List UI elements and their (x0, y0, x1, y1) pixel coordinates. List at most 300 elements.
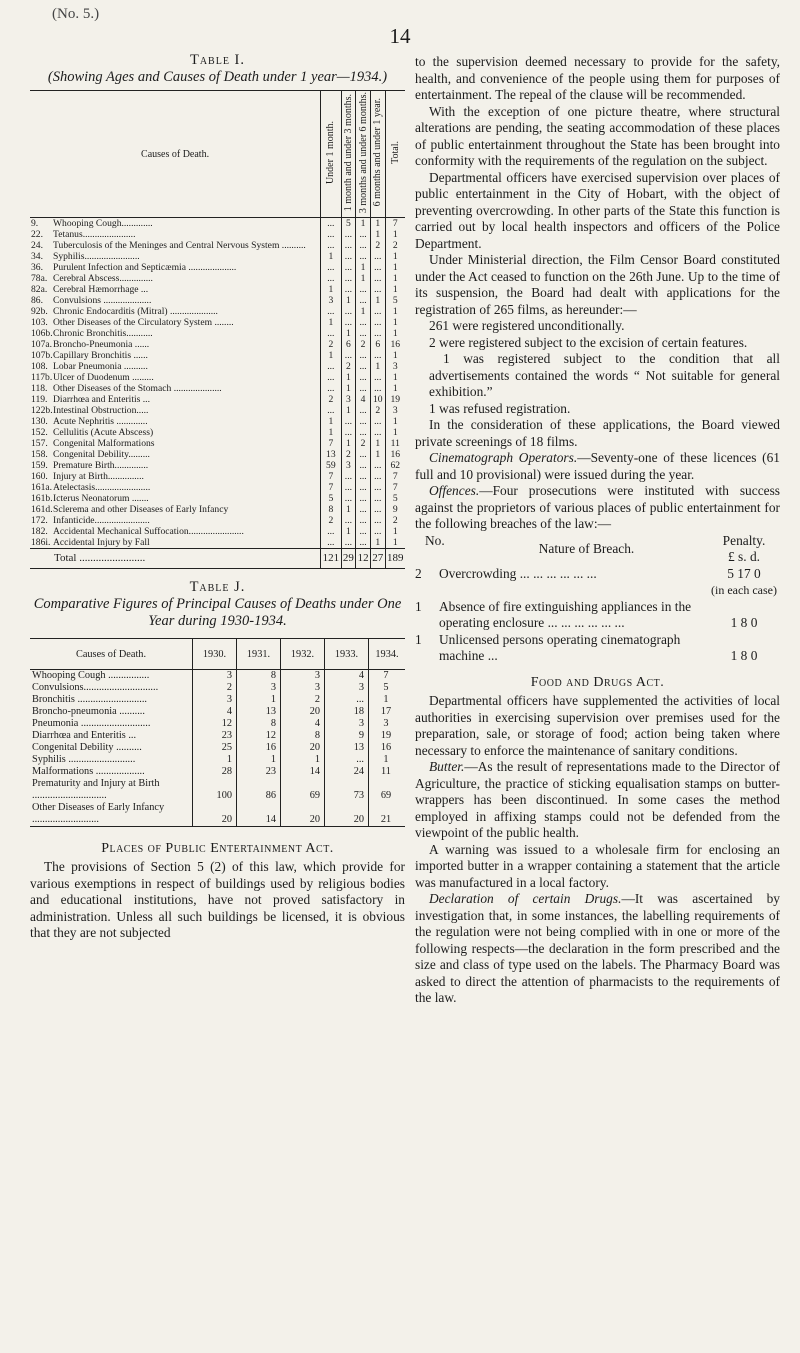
cause-number: 161b. (31, 493, 53, 505)
value-cell: 23 (193, 730, 237, 742)
value-cell: 2 (385, 515, 405, 526)
cause-label: Icterus Neonatorum ....... (53, 493, 149, 505)
cause-cell (30, 515, 321, 526)
value-cell: 1 (370, 229, 385, 240)
cause-number: 118. (31, 383, 48, 395)
cause-cell (30, 273, 321, 284)
cause-cell: Bronchitis ........................... (32, 694, 147, 706)
value-cell: 1 (385, 306, 405, 317)
value-cell: 11 (369, 766, 406, 778)
table-j-year-header: 1933. (325, 639, 369, 670)
table-row (30, 328, 405, 339)
table-row (30, 317, 405, 328)
cause-label: Capillary Bronchitis ...... (53, 350, 148, 362)
table-row (30, 778, 405, 802)
value-cell: 1 (370, 218, 385, 230)
cause-number: 119. (31, 394, 48, 406)
value-cell: 1 (237, 694, 281, 706)
value-cell: 1 (321, 350, 341, 361)
value-cell: 20 (281, 742, 325, 754)
table-row (30, 405, 405, 416)
value-cell: 19 (385, 394, 405, 405)
value-cell: 25 (193, 742, 237, 754)
value-cell: 9 (385, 504, 405, 515)
value-cell: ... (370, 251, 385, 262)
value-cell: 7 (385, 471, 405, 482)
cause-label: Cerebral Hæmorrhage ... (53, 284, 149, 296)
total-cell: 121 (321, 549, 341, 569)
value-cell: ... (341, 427, 356, 438)
breach-row (415, 599, 780, 632)
value-cell: 1 (356, 262, 371, 273)
breach-nature: Unlicensed persons operating cinematograph machine ... (439, 631, 681, 663)
value-cell: 2 (341, 361, 356, 372)
value-cell: 1 (321, 284, 341, 295)
cause-cell (30, 218, 321, 230)
cause-cell: Congenital Debility .......... (32, 742, 142, 754)
cause-label: Diarrhœa and Enteritis ... (53, 394, 150, 406)
table-row (30, 449, 405, 460)
cause-label: Atelectasis....................... (53, 482, 151, 494)
cause-label: Broncho-Pneumonia ...... (53, 339, 150, 351)
cause-cell (30, 262, 321, 273)
value-cell: ... (325, 694, 369, 706)
paragraph: The provisions of Section 5 (2) of this law, which provide for various exemptions in respect of buildings used by religious bodies and educational institutions, have not proved satisfactory in administration. Unless all such buildings be licensed, it is obvious that they are not subjected (30, 859, 405, 941)
table-row (30, 471, 405, 482)
breach-penalty: 1 8 0 (730, 648, 758, 663)
value-cell: 5 (369, 682, 406, 694)
cause-cell: Broncho-pneumonia .......... (32, 706, 145, 718)
table-row (30, 802, 405, 827)
table-row (30, 766, 405, 778)
value-cell: 13 (321, 449, 341, 460)
paragraph-text: —As the result of representations made to the Director of Agriculture, the practice of sticking equalisation stamps on butter-wrappers has been discontinued. In some cases the method employed in affixing stamps could not be defended from the viewpoint of the public health. (415, 759, 780, 840)
value-cell: ... (356, 449, 371, 460)
value-cell: ... (356, 251, 371, 262)
value-cell: ... (356, 427, 371, 438)
value-cell: 1 (385, 262, 405, 273)
value-cell: ... (321, 526, 341, 537)
table-row (30, 730, 405, 742)
cause-number: 24. (31, 240, 43, 252)
value-cell: ... (321, 262, 341, 273)
value-cell: 7 (321, 471, 341, 482)
value-cell: 1 (385, 251, 405, 262)
value-cell: 2 (321, 339, 341, 350)
value-cell: 7 (385, 482, 405, 493)
value-cell: ... (370, 471, 385, 482)
value-cell: 5 (385, 493, 405, 504)
value-cell: 1 (385, 350, 405, 361)
table-j-year-header: 1930. (193, 639, 237, 670)
cause-number: 117b. (31, 372, 53, 384)
cause-label: Tetanus...................... (53, 229, 136, 241)
value-cell: ... (356, 229, 371, 240)
table-row (30, 460, 405, 471)
value-cell: 4 (193, 706, 237, 718)
value-cell: 1 (385, 273, 405, 284)
cause-number: 86. (31, 295, 43, 307)
page-number: 14 (389, 24, 411, 48)
value-cell: 24 (325, 766, 369, 778)
cause-label: Chronic Endocarditis (Mitral) .................... (53, 306, 218, 318)
value-cell: 1 (369, 694, 406, 706)
cause-cell: Pneumonia ........................... (32, 718, 151, 730)
cause-label: Congenital Debility......... (53, 449, 150, 461)
value-cell: 3 (321, 295, 341, 306)
value-cell: ... (356, 240, 371, 251)
value-cell: 1 (385, 328, 405, 339)
cause-cell: Whooping Cough ................ (32, 670, 150, 682)
table-row (30, 383, 405, 394)
cause-cell (30, 372, 321, 383)
table-row (30, 295, 405, 306)
table-row (30, 273, 405, 284)
breach-header (415, 533, 780, 566)
total-cell: 29 (341, 549, 356, 569)
paragraph (415, 891, 780, 1007)
cause-number: 78a. (31, 273, 48, 285)
value-cell: 20 (325, 802, 369, 827)
value-cell: 1 (385, 416, 405, 427)
cause-label: Ulcer of Duodenum ......... (53, 372, 154, 384)
value-cell: ... (370, 317, 385, 328)
paragraph: A warning was issued to a wholesale firm for enclosing an imported butter in a wrapper containing a statement that the article was manufactured in a local factory. (415, 841, 780, 890)
breach-count: 1 (415, 598, 422, 614)
cause-cell (30, 295, 321, 306)
run-in-heading: Cinematograph Operators. (429, 450, 578, 465)
value-cell: 19 (369, 730, 406, 742)
breach-count: 2 (415, 565, 422, 581)
value-cell: ... (341, 240, 356, 251)
value-cell: ... (356, 383, 371, 394)
value-cell: 4 (325, 670, 369, 683)
section-heading-food-drugs: Food and Drugs Act. (530, 674, 665, 690)
cause-number: 106b. (31, 328, 53, 340)
cause-number: 160. (31, 471, 48, 483)
cause-cell (30, 537, 321, 549)
breach-nature: Overcrowding ... ... ... ... ... ... (439, 565, 597, 581)
value-cell: ... (321, 361, 341, 372)
breach-penalty-cell (708, 566, 780, 599)
table-i (30, 90, 405, 569)
value-cell: 7 (321, 438, 341, 449)
cause-label: Sclerema and other Diseases of Early Infancy (53, 504, 229, 516)
table-i-col-header: 1 month and under 3 months. (341, 91, 356, 218)
table-row (30, 306, 405, 317)
value-cell: ... (356, 350, 371, 361)
cause-cell (30, 317, 321, 328)
value-cell: ... (341, 493, 356, 504)
paragraph: Under Ministerial direction, the Film Censor Board constituted under the Act ceased to function on the 26th June. Up to the time of its suspension, the Board had dealt with applications for the registration of 265 films, as hereunder:— (415, 252, 780, 317)
value-cell: 1 (385, 229, 405, 240)
breach-penalty: 5 17 0 (727, 565, 761, 581)
value-cell: 1 (385, 383, 405, 394)
value-cell: ... (356, 361, 371, 372)
cause-number: 161a. (31, 482, 53, 494)
table-row (30, 694, 405, 706)
table-row (30, 218, 405, 230)
cause-cell (30, 328, 321, 339)
value-cell: 5 (321, 493, 341, 504)
value-cell: ... (321, 372, 341, 383)
value-cell: 86 (237, 778, 281, 802)
table-i-body (30, 218, 405, 569)
table-i-col-header: 3 months and under 6 months. (356, 91, 371, 218)
cause-number: 161d. (31, 504, 53, 516)
value-cell: 16 (237, 742, 281, 754)
value-cell: ... (341, 515, 356, 526)
value-cell: ... (370, 504, 385, 515)
value-cell: 14 (237, 802, 281, 827)
value-cell: ... (370, 482, 385, 493)
cause-cell (30, 383, 321, 394)
cause-label: Acute Nephritis ............. (53, 416, 148, 428)
value-cell: 7 (321, 482, 341, 493)
value-cell: 11 (385, 438, 405, 449)
value-cell: 3 (281, 670, 325, 683)
value-cell: ... (356, 416, 371, 427)
value-cell: 1 (356, 218, 371, 230)
value-cell: 3 (325, 682, 369, 694)
value-cell: 1 (341, 372, 356, 383)
table-i-caption (30, 52, 405, 86)
paragraph: In the consideration of these applications, the Board viewed private screenings of 18 films. (415, 417, 780, 449)
table-row (30, 742, 405, 754)
right-column (415, 54, 780, 1007)
table-row (30, 262, 405, 273)
table-row (30, 372, 405, 383)
value-cell: 5 (385, 295, 405, 306)
cause-cell (30, 471, 321, 482)
value-cell: ... (370, 416, 385, 427)
value-cell: ... (341, 251, 356, 262)
value-cell: 4 (356, 394, 371, 405)
value-cell: 1 (370, 295, 385, 306)
value-cell: 6 (370, 339, 385, 350)
value-cell: 2 (193, 682, 237, 694)
value-cell: ... (370, 427, 385, 438)
value-cell: ... (356, 317, 371, 328)
cause-number: 22. (31, 229, 43, 241)
cause-cell (30, 416, 321, 427)
value-cell: 28 (193, 766, 237, 778)
cause-number: 182. (31, 526, 48, 538)
table-row (30, 339, 405, 350)
value-cell: ... (341, 306, 356, 317)
value-cell: 1 (369, 754, 406, 766)
value-cell: ... (321, 229, 341, 240)
cause-label: Convulsions .................... (53, 295, 152, 307)
breach-row (415, 566, 780, 599)
table-i-cause-header: Causes of Death. (30, 91, 321, 218)
cause-label: Injury at Birth............... (53, 471, 144, 483)
value-cell: 9 (325, 730, 369, 742)
value-cell: 1 (341, 295, 356, 306)
cause-cell: Convulsions............................. (32, 682, 159, 694)
breach-penalty: 1 8 0 (730, 615, 758, 630)
value-cell: 16 (385, 339, 405, 350)
table-row (30, 438, 405, 449)
value-cell: 3 (341, 394, 356, 405)
value-cell: ... (321, 240, 341, 251)
breach-rows (415, 566, 780, 665)
cause-cell: Other Diseases of Early Infancy .......................... (32, 802, 165, 826)
value-cell: 1 (341, 328, 356, 339)
value-cell: 2 (370, 405, 385, 416)
table-i-col-header: 6 months and under 1 year. (370, 91, 385, 218)
table-row (30, 394, 405, 405)
value-cell: 12 (193, 718, 237, 730)
value-cell: ... (356, 295, 371, 306)
cause-cell (30, 493, 321, 504)
value-cell: ... (356, 537, 371, 549)
cause-label: Infanticide....................... (53, 515, 150, 527)
cause-label: Cellulitis (Acute Abscess) (53, 427, 154, 439)
table-j-cause-header: Causes of Death. (30, 639, 193, 670)
value-cell: 1 (341, 383, 356, 394)
value-cell: ... (370, 372, 385, 383)
value-cell: 3 (193, 670, 237, 683)
value-cell: 1 (370, 537, 385, 549)
cause-cell (30, 240, 321, 251)
value-cell: 1 (341, 504, 356, 515)
value-cell: 100 (193, 778, 237, 802)
cause-label: Accidental Mechanical Suffocation....................... (53, 526, 244, 538)
penalty-label: Penalty. (722, 532, 766, 548)
table-j-year-header: 1934. (369, 639, 406, 670)
table-row (30, 754, 405, 766)
value-cell: 13 (237, 706, 281, 718)
table-row (30, 427, 405, 438)
value-cell: ... (370, 306, 385, 317)
breach-note: (in each case) (711, 583, 777, 597)
value-cell: ... (321, 405, 341, 416)
value-cell: 21 (369, 802, 406, 827)
value-cell: 2 (321, 515, 341, 526)
table-row (30, 350, 405, 361)
total-cell: 12 (356, 549, 371, 569)
value-cell: 13 (325, 742, 369, 754)
breach-nature: Absence of fire extinguishing appliances in the operating enclosure ... ... ... ... ... ... (439, 598, 692, 630)
table-row (30, 706, 405, 718)
paragraph-text: —It was ascertained by investigation that, in some instances, the labelling requirements of the regulation were not being complied with in one or more of the following respects—the declaration in the form prescribed and the size and class of type used on the labels. The Pharmacy Board was asked to direct the attention of pharmacists to the requirements of the law. (415, 891, 780, 1005)
value-cell: 4 (281, 718, 325, 730)
table-row (30, 515, 405, 526)
value-cell: ... (321, 383, 341, 394)
paragraph (415, 450, 780, 483)
value-cell: ... (370, 526, 385, 537)
cause-label: Purulent Infection and Septicæmia .................... (53, 262, 237, 274)
value-cell: 1 (385, 317, 405, 328)
table-row (30, 361, 405, 372)
table-i-col-header: Under 1 month. (321, 91, 341, 218)
value-cell: ... (341, 317, 356, 328)
cause-cell (30, 251, 321, 262)
value-cell: ... (341, 284, 356, 295)
cause-number: 108. (31, 361, 48, 373)
cause-label: Syphilis....................... (53, 251, 140, 263)
value-cell: 18 (325, 706, 369, 718)
table-row (30, 504, 405, 515)
table-row (30, 682, 405, 694)
cause-label: Other Diseases of the Stomach .................... (53, 383, 222, 395)
value-cell: 7 (385, 218, 405, 230)
table-j-year-header: 1932. (281, 639, 325, 670)
value-cell: 8 (237, 718, 281, 730)
value-cell: 1 (341, 526, 356, 537)
cause-number: 107b. (31, 350, 53, 362)
value-cell: ... (341, 273, 356, 284)
paragraph: to the supervision deemed necessary to provide for the safety, health, and convenience of the people using them for purposes of entertainment. The repeal of the clause will be recommended. (415, 54, 780, 102)
table-row (30, 251, 405, 262)
table-row (30, 670, 405, 683)
paragraph: With the exception of one picture theatre, where structural alterations are pending, the seating accommodation of these places of public entertainment throughout the State has been brought into conformity with the requirements of the regulation on the subject. (415, 103, 780, 168)
value-cell: ... (370, 493, 385, 504)
value-cell: 23 (237, 766, 281, 778)
cause-cell (30, 361, 321, 372)
value-cell: 2 (370, 240, 385, 251)
cause-cell (30, 504, 321, 515)
value-cell: ... (356, 482, 371, 493)
table-j-caption (30, 579, 405, 630)
cause-cell (30, 438, 321, 449)
cause-number: 9. (31, 218, 39, 230)
value-cell: 3 (385, 361, 405, 372)
value-cell: ... (341, 471, 356, 482)
value-cell: ... (341, 416, 356, 427)
value-cell: 2 (321, 394, 341, 405)
cause-cell (30, 394, 321, 405)
value-cell: ... (321, 537, 341, 549)
table-i-title: Table I. (189, 52, 246, 68)
list-item: 2 were registered subject to the excision of certain features. (429, 334, 748, 350)
value-cell: ... (341, 350, 356, 361)
paragraph (415, 759, 780, 842)
table-row (30, 482, 405, 493)
value-cell: ... (370, 515, 385, 526)
cause-number: 36. (31, 262, 43, 274)
value-cell: 1 (193, 754, 237, 766)
cause-number: 107a. (31, 339, 53, 351)
value-cell: ... (356, 328, 371, 339)
cause-label: Other Diseases of the Circulatory System ........ (53, 317, 234, 329)
value-cell: 2 (356, 339, 371, 350)
total-cell: 189 (385, 549, 405, 569)
left-column (30, 52, 405, 942)
table-row (30, 493, 405, 504)
value-cell: ... (321, 306, 341, 317)
value-cell: 3 (325, 718, 369, 730)
cause-label: Whooping Cough............. (53, 218, 153, 230)
paragraph (415, 483, 780, 533)
value-cell: ... (370, 328, 385, 339)
cause-cell (30, 460, 321, 471)
cause-label: Lobar Pneumonia .......... (53, 361, 148, 373)
value-cell: 8 (321, 504, 341, 515)
value-cell: 1 (370, 449, 385, 460)
breach-count: 1 (415, 631, 422, 647)
value-cell: 1 (321, 427, 341, 438)
cause-number: 103. (31, 317, 48, 329)
value-cell: ... (321, 328, 341, 339)
cause-label: Intestinal Obstruction..... (53, 405, 149, 417)
value-cell: ... (370, 350, 385, 361)
table-i-col-header: Total. (385, 91, 405, 218)
table-row (30, 537, 405, 549)
value-cell: ... (341, 262, 356, 273)
cause-number: 186i. (31, 537, 51, 549)
